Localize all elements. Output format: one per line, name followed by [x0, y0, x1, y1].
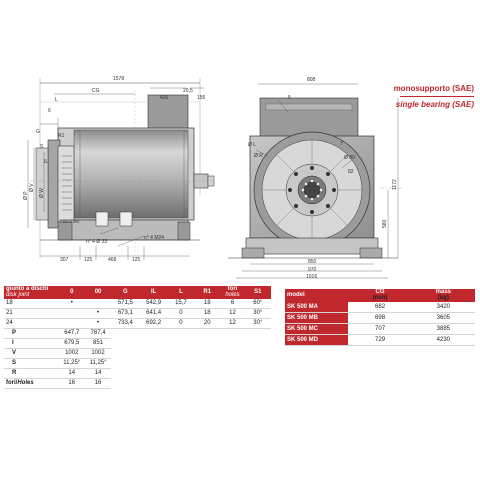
empty-cell — [111, 378, 271, 388]
cell-il: 542,9 — [139, 299, 167, 309]
dim-110: 110 0,050 — [62, 219, 80, 224]
row-label: 18 — [4, 299, 59, 309]
cell-0: 1002 — [59, 348, 85, 358]
dim-468: 468 — [108, 257, 117, 263]
cell-00: • — [85, 308, 111, 318]
header-cg-unit: (mm) — [372, 295, 388, 302]
cell-0: 16 — [59, 378, 85, 388]
cell-0: 679,5 — [59, 338, 85, 348]
cell-0 — [59, 308, 85, 318]
dim-n4-m24: n° 4 M24 — [144, 235, 165, 241]
cell-00: 11,25° — [85, 358, 111, 368]
row-label-en: Holes — [17, 380, 34, 387]
header-disk-joint-en: disk joint — [6, 292, 30, 299]
header-model: model — [285, 289, 348, 302]
model-table — [285, 289, 475, 346]
cell-model: SK 500 MB — [285, 312, 348, 323]
table-row — [285, 312, 475, 323]
table-row — [285, 323, 475, 334]
cell-00: 16 — [85, 378, 111, 388]
cell-mass: 4230 — [412, 334, 475, 345]
table-row — [4, 338, 271, 348]
table-row — [285, 334, 475, 345]
cell-0 — [59, 318, 85, 328]
cell-l: 0 — [168, 318, 194, 328]
cell-00: 787,4 — [85, 328, 111, 338]
cell-g: 733,4 — [111, 318, 139, 328]
header-fori-en: holes — [225, 292, 240, 299]
dim-5: 5 — [288, 95, 291, 101]
table-row — [4, 358, 271, 368]
dim-970: 970 — [308, 267, 317, 273]
title-monosupporto: monosupporto (SAE) — [393, 84, 474, 93]
row-label — [4, 378, 59, 388]
table-row — [4, 299, 271, 309]
header-fori — [220, 286, 244, 299]
dim-phi-p: Ø P — [23, 191, 29, 200]
header-g: G — [111, 286, 139, 299]
dim-phi-l: Ø L — [248, 142, 257, 148]
header-0: 0 — [59, 286, 85, 299]
header-mass-unit: (kg) — [437, 295, 449, 302]
cell-0: • — [59, 299, 85, 309]
disk-joint-table — [4, 286, 271, 389]
empty-cell — [111, 328, 271, 338]
cell-model: SK 500 MC — [285, 323, 348, 334]
cell-il: 641,4 — [139, 308, 167, 318]
row-label: V — [4, 348, 59, 358]
dim-1172: 1172 — [392, 179, 398, 190]
cell-cg: 707 — [348, 323, 411, 334]
cell-cg: 698 — [348, 312, 411, 323]
row-label: S — [4, 358, 59, 368]
header-mass-label: mass — [435, 289, 452, 295]
dim-l: L — [55, 97, 58, 103]
header-cg-label: CG — [375, 289, 385, 295]
table-row — [4, 318, 271, 328]
cell-s1: 30° — [245, 308, 271, 318]
cell-mass: 3605 — [412, 312, 475, 323]
row-label: R — [4, 368, 59, 378]
header-r1: R1 — [194, 286, 220, 299]
row-label: I — [4, 338, 59, 348]
cell-00: • — [85, 318, 111, 328]
side-view-drawing — [0, 0, 240, 270]
dim-426: 426 — [160, 95, 169, 101]
dim-1016: 1016 — [306, 274, 318, 280]
cell-r1: 20 — [194, 318, 220, 328]
dim-155: 155 — [197, 95, 206, 101]
dim-850: 850 — [308, 259, 317, 265]
empty-cell — [111, 348, 271, 358]
cell-r1: 18 — [194, 308, 220, 318]
cell-fori: 12 — [220, 308, 244, 318]
dim-phi-v: Ø V — [29, 183, 35, 192]
dim-cg: CG — [92, 88, 100, 94]
cell-model: SK 500 MA — [285, 302, 348, 313]
row-label: P — [4, 328, 59, 338]
dim-808: 808 — [307, 77, 316, 83]
empty-cell — [111, 338, 271, 348]
cell-r1: 18 — [194, 299, 220, 309]
cell-cg: 682 — [348, 302, 411, 313]
row-label-it: fori/ — [6, 380, 18, 387]
empty-cell — [111, 368, 271, 378]
header-l: L — [168, 286, 194, 299]
dim-82: 82 — [348, 169, 354, 175]
header-disk-joint — [4, 286, 59, 299]
dim-phi-r: Ø R — [254, 153, 263, 159]
dim-580: 580 — [382, 219, 388, 228]
cell-il: 692,2 — [139, 318, 167, 328]
cell-g: 571,5 — [111, 299, 139, 309]
header-il: IL — [139, 286, 167, 299]
title-divider — [400, 96, 474, 97]
dim-6: 6 — [48, 108, 51, 114]
dim-g: G — [36, 129, 40, 135]
dim-phi-w: Ø W — [39, 188, 45, 198]
table-row — [4, 308, 271, 318]
header-s1: S1 — [245, 286, 271, 299]
cell-00: 1002 — [85, 348, 111, 358]
title-single-bearing: single bearing (SAE) — [395, 100, 474, 109]
cell-00: 14 — [85, 368, 111, 378]
table-row — [4, 368, 271, 378]
cell-model: SK 500 MD — [285, 334, 348, 345]
table-row — [4, 348, 271, 358]
cell-mass: 3885 — [412, 323, 475, 334]
dim-20-5: 20,5 — [183, 88, 193, 94]
header-cg — [348, 289, 411, 302]
table-row — [285, 302, 475, 313]
header-mass — [412, 289, 475, 302]
dim-n4-33: n° 4 Ø 33 — [86, 239, 108, 245]
cell-fori: 12 — [220, 318, 244, 328]
header-disk-joint-it: giunto a dischi — [6, 286, 49, 292]
dim-307: 307 — [60, 257, 69, 263]
cell-0: 14 — [59, 368, 85, 378]
cell-00: 851 — [85, 338, 111, 348]
cell-0: 647,7 — [59, 328, 85, 338]
dim-125b: 125 — [132, 257, 141, 263]
table-row — [4, 328, 271, 338]
dim-7: 7 — [340, 141, 343, 147]
dim-il: IL — [44, 159, 49, 165]
dim-r1: R1 — [58, 133, 65, 139]
cell-l: 15,7 — [168, 299, 194, 309]
empty-cell — [111, 358, 271, 368]
cell-s1: 30° — [245, 318, 271, 328]
header-00: 00 — [85, 286, 111, 299]
cell-l: 0 — [168, 308, 194, 318]
cell-g: 673,1 — [111, 308, 139, 318]
table-row — [4, 378, 271, 388]
cell-cg: 729 — [348, 334, 411, 345]
header-fori-it: fori — [227, 286, 238, 292]
row-label: 24 — [4, 318, 59, 328]
cell-0: 11,25° — [59, 358, 85, 368]
cell-fori: 6 — [220, 299, 244, 309]
cell-mass: 3420 — [412, 302, 475, 313]
cell-00 — [85, 299, 111, 309]
cell-s1: 60° — [245, 299, 271, 309]
dim-overall-length: 1578 — [113, 76, 125, 82]
dim-125a: 125 — [84, 257, 93, 263]
row-label: 21 — [4, 308, 59, 318]
dim-phi-80: Ø 80 — [344, 155, 355, 161]
dim-s: S — [40, 144, 44, 150]
